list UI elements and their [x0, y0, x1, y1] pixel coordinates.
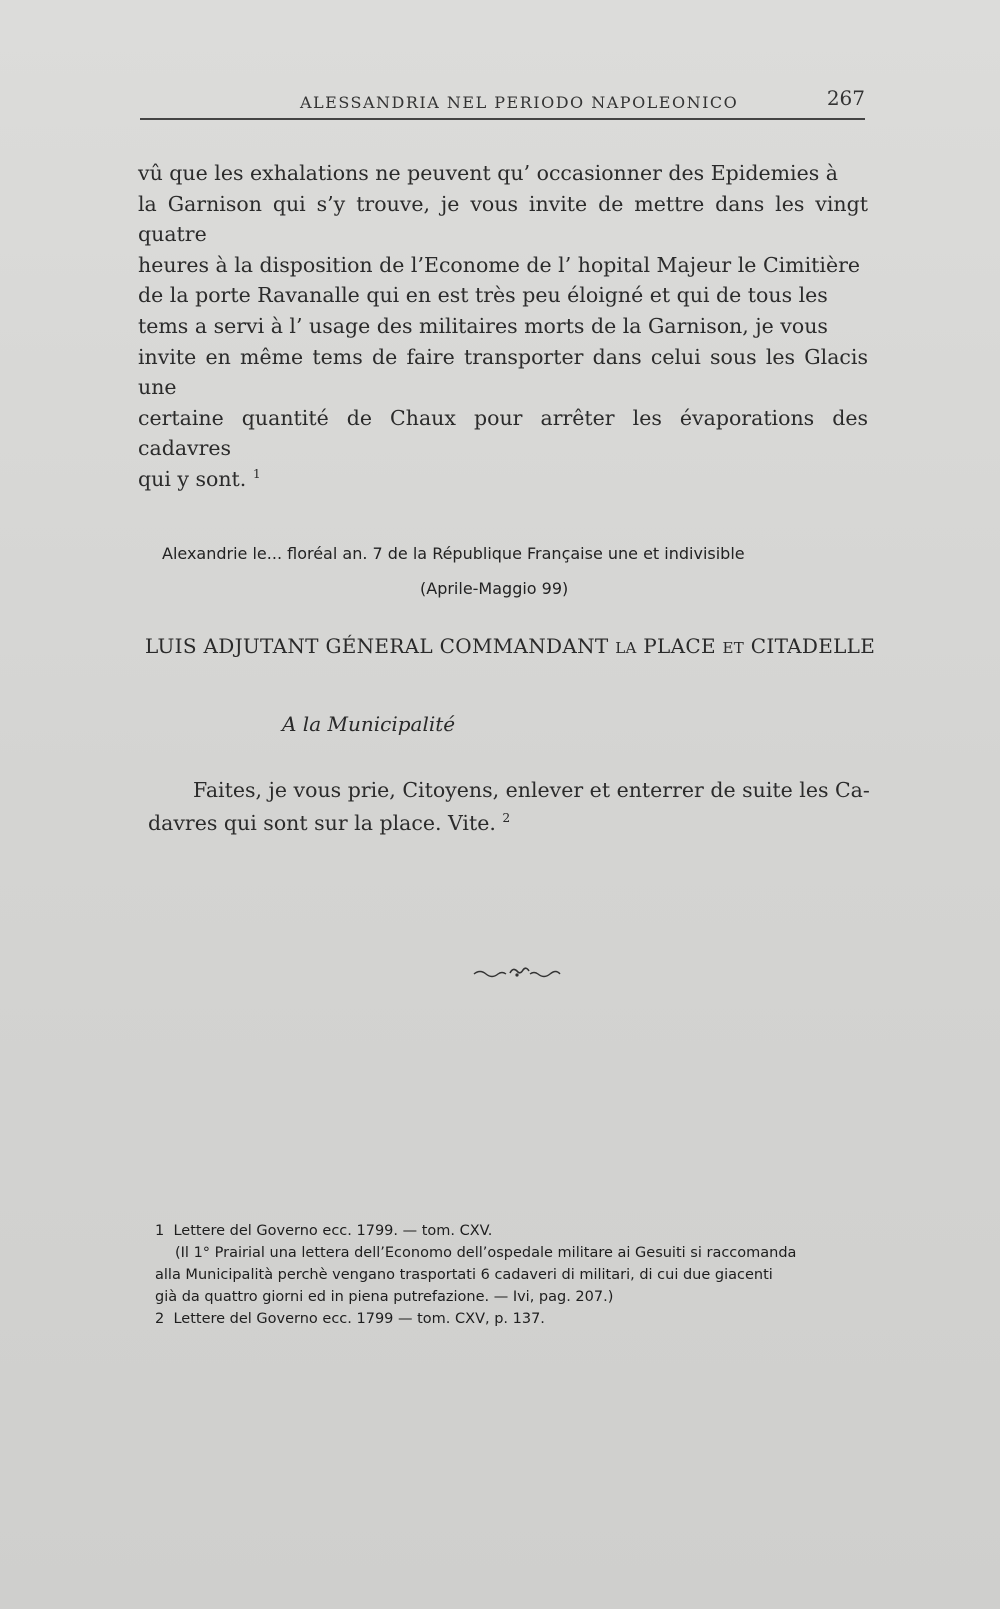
body-line: vû que les exhalations ne peuvent qu’ occasionner des Epidemies à	[138, 161, 838, 185]
dateline-sub: (Aprile-Maggio 99)	[420, 579, 569, 598]
page-number: 267	[826, 86, 865, 110]
footnote-marker: 2	[155, 1311, 165, 1327]
heading-part: LUIS ADJUTANT GÉNERAL COMMANDANT	[145, 634, 616, 658]
footnote-ref-1: 1	[252, 467, 261, 482]
body-paragraph	[138, 158, 868, 495]
heading-smallcap: ET	[722, 639, 745, 657]
footnote-1-continuation: (Il 1° Prairial una lettera dell’Economo dell’ospedale militare ai Gesuiti si raccomanda	[175, 1245, 797, 1261]
body-line: de la porte Ravanalle qui en est très peu éloigné et qui de tous les	[138, 283, 828, 308]
letter-heading	[145, 634, 875, 658]
body-line: invite en même tems de faire transporter dans celui sous les Glacis une	[138, 344, 868, 400]
body-line: heures à la disposition de l’Econome de l’ hopital Majeur le Cimitière	[138, 252, 861, 277]
body-line: tems a servi à l’ usage des militaires morts de la Garnison, je vous	[138, 313, 828, 338]
heading-smallcap: LA	[615, 639, 637, 657]
ornament-divider-icon	[472, 965, 562, 981]
letter-line: Faites, je vous prie, Citoyens, enlever et enterrer de suite les Ca-	[193, 778, 870, 802]
body-last-line-text: qui y sont.	[138, 466, 247, 491]
running-title: ALESSANDRIA NEL PERIODO NAPOLEONICO	[300, 93, 739, 112]
footnote-marker: 1	[155, 1223, 165, 1239]
body-line: la Garnison qui s’y trouve, je vous invite de mettre dans les vingt quatre	[138, 191, 868, 247]
letter-line-text: davres qui sont sur la place. Vite.	[148, 811, 496, 835]
footnote-2	[155, 1308, 890, 1330]
footnotes	[155, 1220, 890, 1330]
page-header	[140, 86, 865, 120]
footnote-1-continuation: già da quattro giorni ed in piena putrefazione. — Ivi, pag. 207.)	[155, 1289, 614, 1305]
heading-part: CITADELLE	[744, 634, 876, 658]
letter-line-last	[148, 807, 878, 840]
footnote-1-continuation: alla Municipalità perchè vengano trasportati 6 cadaveri di militari, di cui due giacenti	[155, 1267, 773, 1283]
body-last-line	[138, 464, 868, 495]
footnote-text: Lettere del Governo ecc. 1799 — tom. CXV, p. 137.	[173, 1311, 545, 1327]
letter-body	[148, 774, 878, 840]
footnote-ref-2: 2	[502, 811, 511, 826]
body-line: certaine quantité de Chaux pour arrêter les évaporations des cadavres	[138, 405, 868, 461]
dateline: Alexandrie le... floréal an. 7 de la République Française une et indivisible	[162, 544, 745, 563]
recipient: A la Municipalité	[282, 712, 456, 736]
footnote-text: Lettere del Governo ecc. 1799. — tom. CXV.	[173, 1223, 493, 1239]
heading-part: PLACE	[636, 634, 723, 658]
footnote-1	[155, 1220, 890, 1242]
